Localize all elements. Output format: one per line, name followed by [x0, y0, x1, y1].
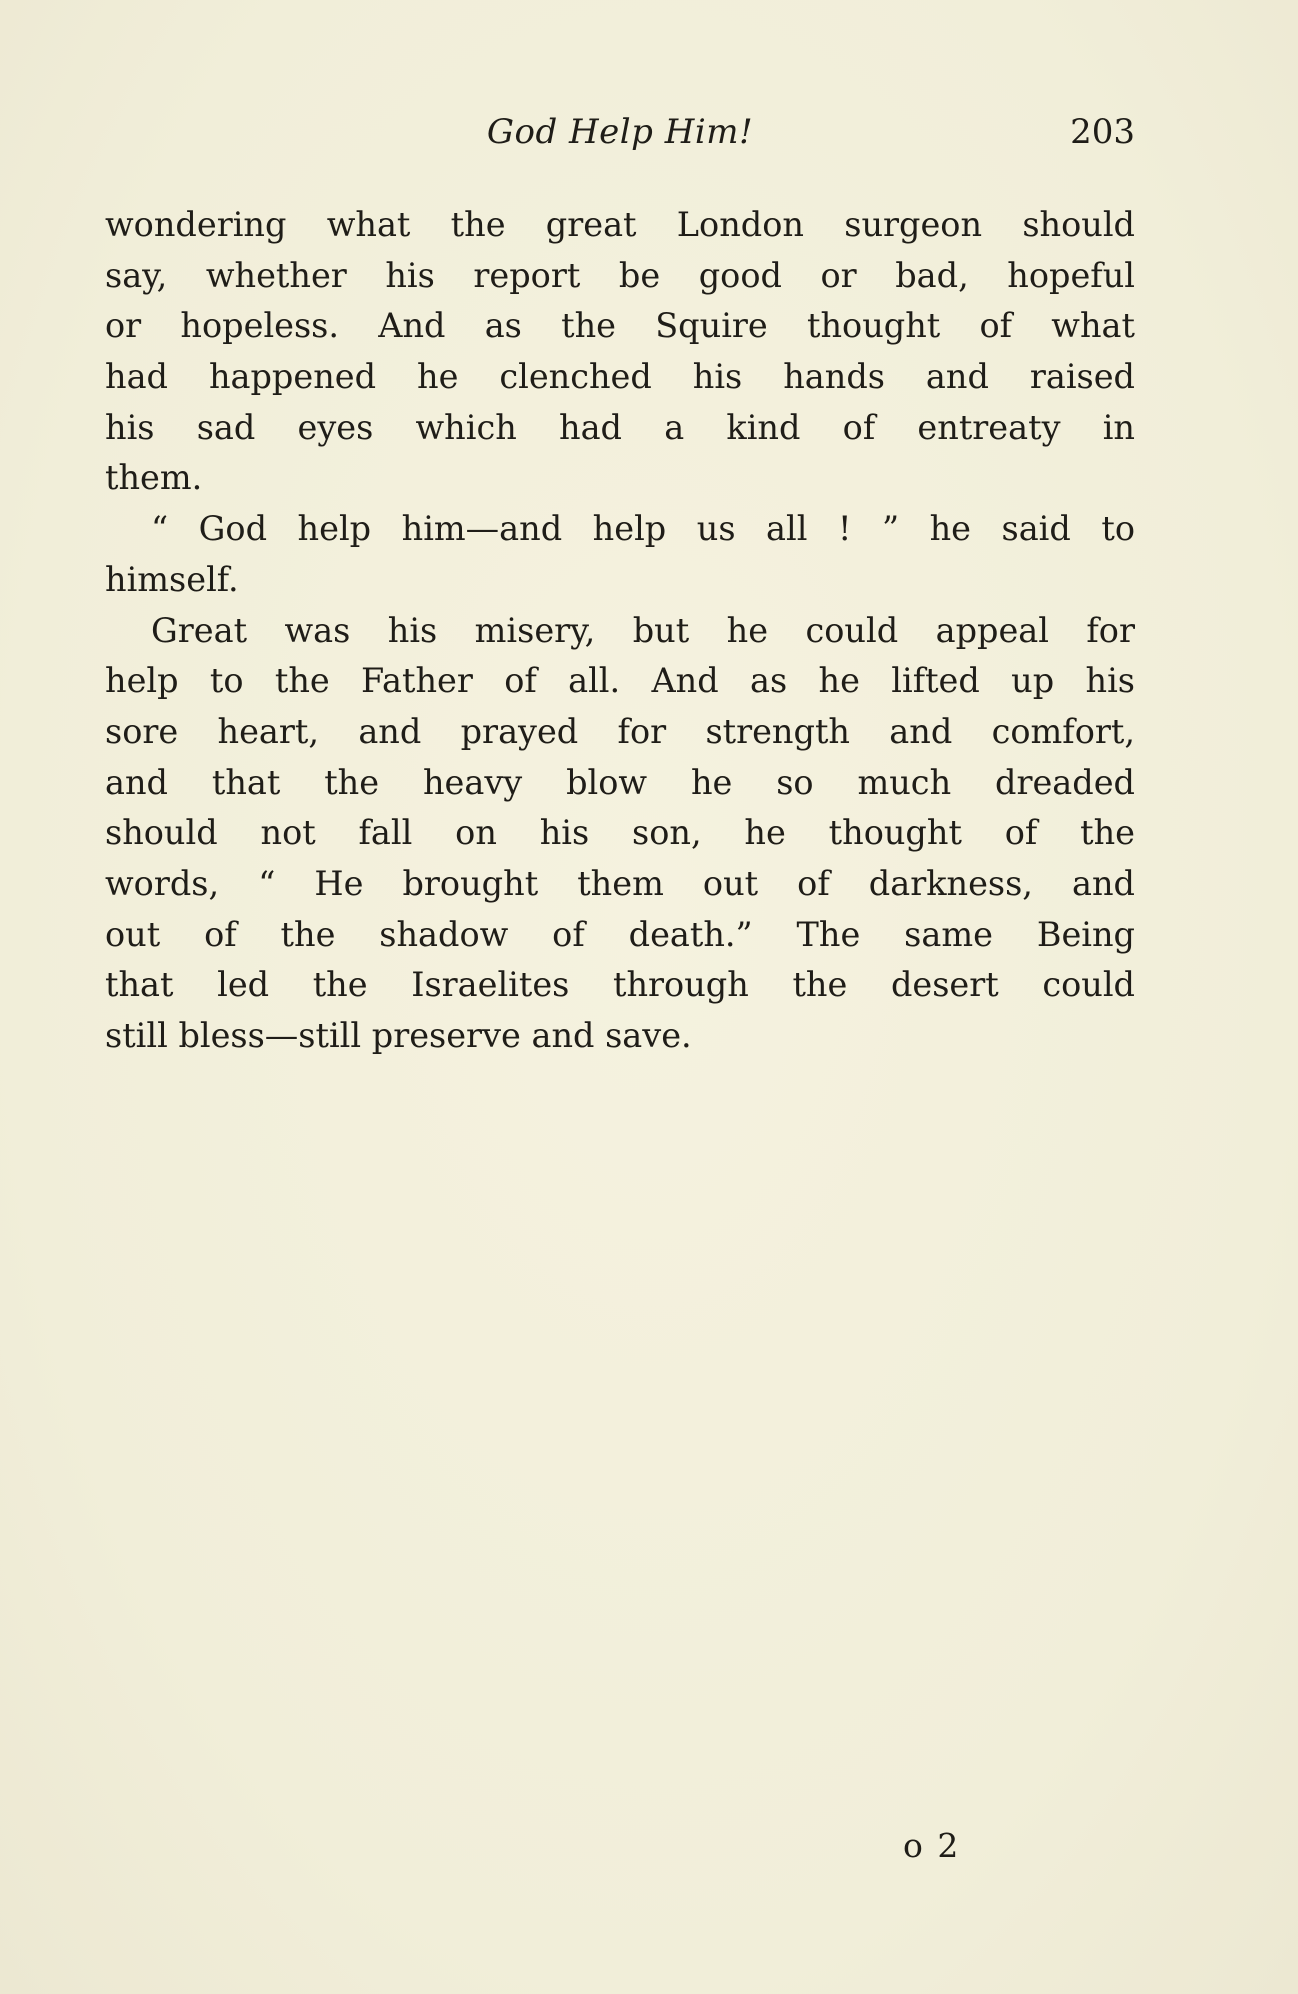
body-text	[105, 200, 1135, 1062]
text-line: had happened he clenched his hands and raised	[105, 357, 1135, 397]
text-line: “ God help him—and help us all ! ” he said to	[151, 509, 1135, 549]
text-line: wondering what the great London surgeon should	[105, 205, 1135, 244]
text-line: should not fall on his son, he thought of the	[105, 813, 1135, 853]
text-line: out of the shadow of death.” The same Being	[105, 914, 1135, 954]
text-line: or hopeless. And as the Squire thought of what	[105, 306, 1135, 346]
text-line: and that the heavy blow he so much dreaded	[105, 762, 1135, 802]
text-line: his sad eyes which had a kind of entreaty in	[105, 407, 1135, 447]
text-line: sore heart, and prayed for strength and comfort,	[105, 711, 1135, 751]
running-title: God Help Him!	[486, 112, 754, 152]
text-line: them.	[105, 458, 203, 498]
running-head	[105, 112, 1135, 162]
text-line: that led the Israelites through the desert could	[105, 965, 1135, 1005]
signature-mark: o 2	[903, 1826, 961, 1865]
text-line: Great was his misery, but he could appeal for	[151, 610, 1135, 650]
text-line: say, whether his report be good or bad, hopeful	[105, 255, 1135, 295]
page-number: 203	[1070, 112, 1135, 152]
text-line: himself.	[105, 559, 239, 599]
text-line: words, “ He brought them out of darkness, and	[105, 863, 1135, 903]
text-line: still bless—still preserve and save.	[105, 1016, 692, 1055]
text-line: help to the Father of all. And as he lifted up his	[105, 661, 1135, 701]
